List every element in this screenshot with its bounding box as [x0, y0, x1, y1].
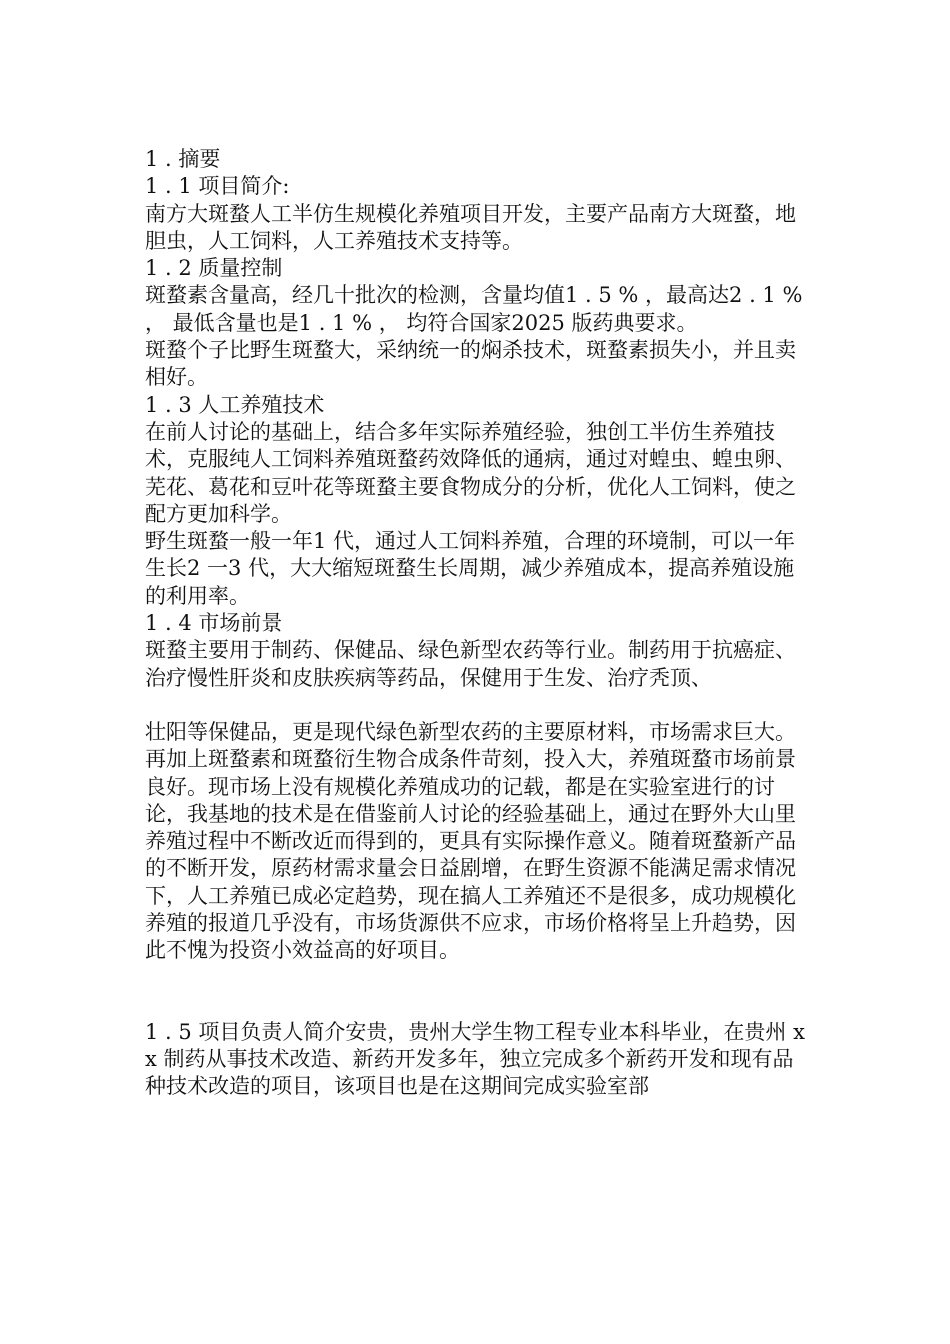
heading-breeding-technology: 1 . 3 人工养殖技术	[145, 392, 325, 417]
paragraph-market-demand: 壮阳等保健品，更是现代绿色新型农药的主要原材料，市场需求巨大。再加上斑蝥素和斑蝥衍生物合成条件苛刻，投入大，养殖斑蝥市场前景良好。现市场上没有规模化养殖成功的记载，都是在实验室进行的讨论，我基地的技术是在借鉴前人讨论的经验基础上，通过在野外大山里养殖过程中不断改近而得到的，更具有实际操作意义。随着斑蝥新产品的不断开发，原药材需求量会日益剧增，在野生资源不能满足需求情况下，人工养殖已成必定趋势，现在搞人工养殖还不是很多，成功规模化养殖的报道几乎没有，市场货源供不应求，市场价格将呈上升趋势，因此不愧为投资小效益高的好项目。	[145, 719, 796, 963]
heading-quality-control: 1 . 2 质量控制	[145, 256, 283, 281]
heading-summary: 1 . 摘要	[145, 147, 221, 171]
paragraph-technology-generations: 野生斑蝥一般一年1 代，通过人工饲料养殖，合理的环境制，可以一年生长2 一3 代，大大缩短斑蝥生长周期，减少养殖成本，提高养殖设施的利用率。	[145, 529, 796, 608]
paragraph-gap	[145, 692, 805, 719]
paragraph-market-uses: 斑蝥主要用于制药、保健品、绿色新型农药等行业。制药用于抗癌症、治疗慢性肝炎和皮肤疾病等药品，保健用于生发、治疗秃顶、	[145, 638, 796, 690]
paragraph-project-intro: 南方大斑蝥人工半仿生规模化养殖项目开发，主要产品南方大斑蝥，地胆虫，人工饲料，人工养殖技术支持等。	[145, 201, 796, 253]
paragraph-technology-method: 在前人讨论的基础上，结合多年实际养殖经验，独创工半仿生养殖技术，克服纯人工饲料养殖斑蝥药效降低的通病，通过对蝗虫、蝗虫卵、芜花、葛花和豆叶花等斑蝥主要食物成分的分析，优化人工饲料，使之配方更加科学。	[145, 419, 796, 526]
heading-market-outlook: 1 . 4 市场前景	[145, 611, 283, 636]
paragraph-project-leader: 1 . 5 项目负责人简介安贵，贵州大学生物工程专业本科毕业，在贵州 xx 制药从事技术改造、新药开发多年，独立完成多个新药开发和现有品种技术改造的项目，该项目也是在这期间完成实验室部	[145, 1019, 805, 1099]
paragraph-gap	[145, 965, 805, 1019]
document-body	[145, 146, 810, 1101]
paragraph-quality-content: 斑蝥素含量高，经几十批次的检测，含量均值1 . 5 % ，最高达2 . 1 % ， 最低含量也是1 . 1 % ， 均符合国家2025 版药典要求。	[145, 283, 810, 335]
heading-project-intro: 1 . 1 项目简介:	[145, 174, 290, 199]
paragraph-quality-size: 斑蝥个子比野生斑蝥大，采纳统一的焖杀技术，斑蝥素损失小，并且卖相好。	[145, 338, 796, 390]
